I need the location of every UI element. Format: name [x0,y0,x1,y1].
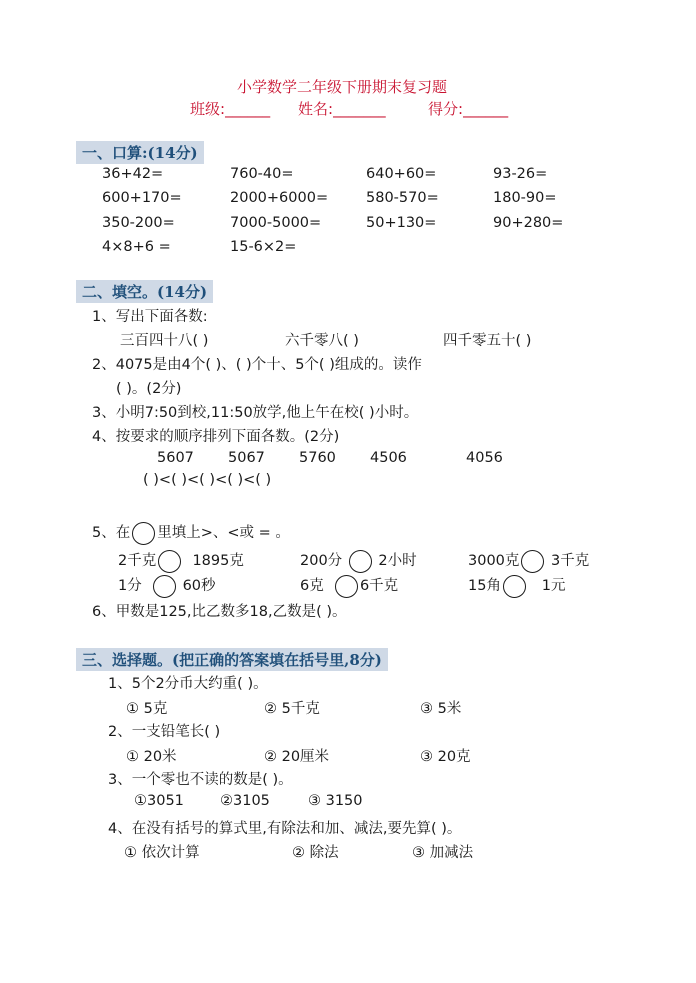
compare-circle-icon[interactable] [335,575,358,598]
choice-option[interactable]: ①3051 [134,793,184,809]
fill-q1b: 六千零八( ) [285,333,359,349]
calc-item: 2000+6000= [230,190,329,206]
score-field [428,98,508,119]
compare-right: 60秒 [182,578,216,594]
choice-option[interactable]: ③ 5米 [420,701,462,717]
choice-option[interactable]: ③ 3150 [308,793,363,809]
section-2-title: 二、填空。(14分) [76,280,213,303]
compare-left: 3000克 [468,553,520,569]
compare-item [300,574,398,598]
compare-circle-icon[interactable] [521,550,544,573]
calc-item: 4×8+6 = [102,239,171,255]
fill-q5-pre: 5、在 [92,525,131,541]
calc-item: 580-570= [366,190,439,206]
fill-q5-post: 里填上>、<或 = 。 [157,525,290,541]
name-label: 姓名: [298,100,334,118]
compare-item [118,574,216,598]
choice-q2: 2、一支铅笔长( ) [108,724,221,740]
calc-item: 180-90= [493,190,557,206]
score-blank: ______ [463,100,509,118]
compare-right: 1元 [541,578,566,594]
choice-option[interactable]: ② 20厘米 [264,749,330,765]
compare-item [300,549,417,573]
section-3-title: 三、选择题。(把正确的答案填在括号里,8分) [76,648,388,671]
choice-option[interactable]: ②3105 [220,793,270,809]
order-number: 5067 [228,450,265,466]
fill-q4: 4、按要求的顺序排列下面各数。(2分) [92,429,340,445]
fill-q1: 1、写出下面各数: [92,309,208,325]
calc-item: 90+280= [493,215,564,231]
order-number: 4056 [466,450,503,466]
calc-item: 15-6×2= [230,239,297,255]
compare-right: 1895克 [192,553,244,569]
fill-q2-read: ( )。(2分) [116,381,182,397]
compare-left: 200分 [300,553,343,569]
name-field [298,98,386,119]
order-number: 5607 [157,450,194,466]
calc-item: 7000-5000= [230,215,322,231]
circle-icon [132,522,155,545]
compare-item [468,549,589,573]
calc-item: 600+170= [102,190,182,206]
choice-option[interactable]: ① 20米 [126,749,177,765]
compare-left: 2千克 [118,553,157,569]
class-label: 班级: [190,100,226,118]
fill-q1c: 四千零五十( ) [443,333,532,349]
choice-option[interactable]: ① 依次计算 [124,845,200,861]
calc-item: 760-40= [230,166,294,182]
fill-q6: 6、甲数是125,比乙数多18,乙数是( )。 [92,604,347,620]
choice-q3: 3、一个零也不读的数是( )。 [108,772,293,788]
choice-option[interactable]: ② 5千克 [264,701,320,717]
class-blank: ______ [225,100,271,118]
section-1-title: 一、口算:(14分) [76,141,204,164]
compare-circle-icon[interactable] [153,575,176,598]
choice-option[interactable]: ① 5克 [126,701,168,717]
choice-option[interactable]: ② 除法 [292,845,339,861]
fill-q3: 3、小明7:50到校,11:50放学,他上午在校( )小时。 [92,405,419,421]
page-title: 小学数学二年级下册期末复习题 [237,78,448,96]
order-number: 4506 [370,450,407,466]
choice-q1: 1、5个2分币大约重( )。 [108,676,268,692]
compare-item [468,574,566,598]
choice-option[interactable]: ③ 加减法 [412,845,474,861]
compare-left: 6克 [300,578,324,594]
calc-item: 350-200= [102,215,175,231]
compare-left: 15角 [468,578,501,594]
fill-q5 [92,521,290,545]
compare-right: 2小时 [378,553,417,569]
calc-item: 50+130= [366,215,437,231]
compare-right: 6千克 [359,578,399,594]
class-field [190,98,270,119]
fill-q1a: 三百四十八( ) [120,333,209,349]
fill-q2: 2、4075是由4个( )、( )个十、5个( )组成的。读作 [92,357,422,373]
compare-circle-icon[interactable] [158,550,181,573]
name-blank: _______ [333,100,386,118]
order-number: 5760 [299,450,336,466]
compare-circle-icon[interactable] [503,575,526,598]
choice-option[interactable]: ③ 20克 [420,749,471,765]
score-label: 得分: [428,100,464,118]
calc-item: 640+60= [366,166,437,182]
compare-item [118,549,244,573]
compare-right: 3千克 [551,553,590,569]
calc-item: 36+42= [102,166,164,182]
compare-left: 1分 [118,578,142,594]
order-answer-row: ( )<( )<( )<( )<( ) [143,472,272,488]
compare-circle-icon[interactable] [349,550,372,573]
choice-q4: 4、在没有括号的算式里,有除法和加、减法,要先算( )。 [108,821,462,837]
calc-item: 93-26= [493,166,548,182]
